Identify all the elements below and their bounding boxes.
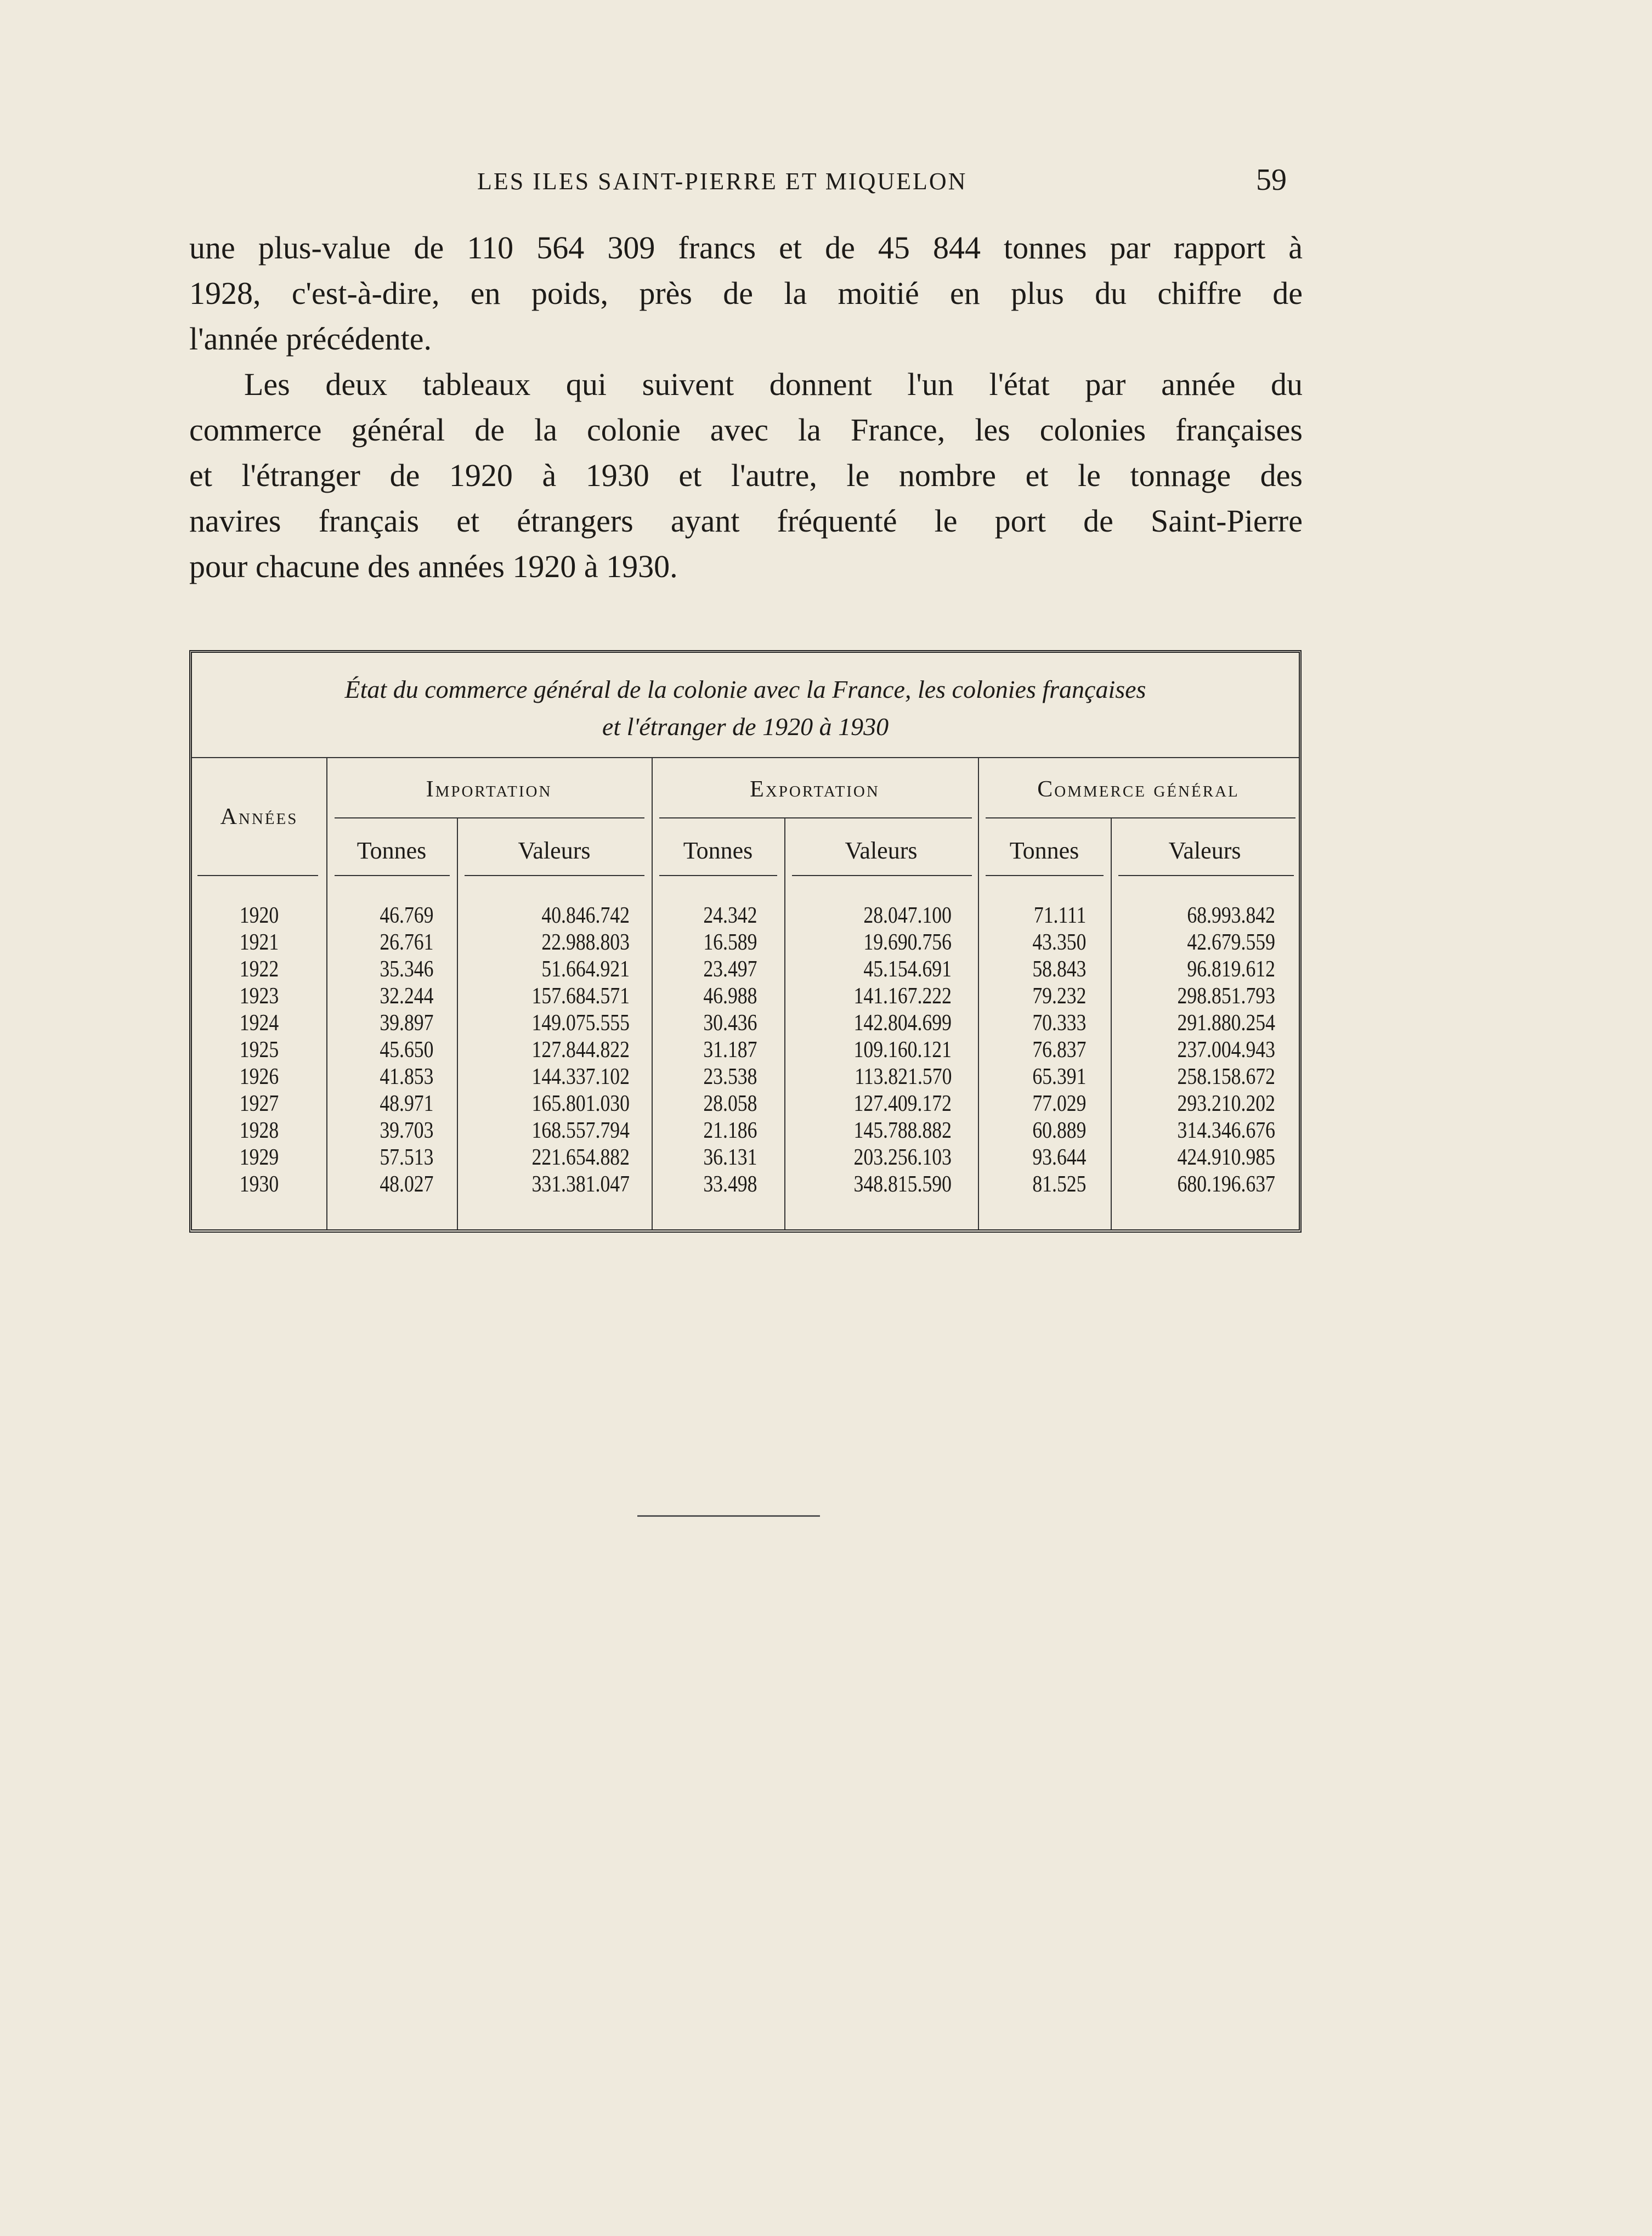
value-cell: 31.187 — [703, 1037, 757, 1063]
subheader: Tonnes — [683, 837, 753, 864]
value-cell: 22.988.803 — [541, 930, 630, 955]
value-cell: 48.971 — [379, 1091, 433, 1116]
value-cell: 30.436 — [703, 1010, 757, 1036]
value-cell: 113.821.570 — [854, 1064, 952, 1089]
value-cell: 58.843 — [1032, 957, 1086, 982]
value-cell: 145.788.882 — [853, 1118, 952, 1143]
text-line: et l'étranger de 1920 à 1930 et l'autre, le nombre et le tonnage des — [189, 458, 1303, 493]
divider — [465, 875, 644, 876]
year-cell: 1924 — [239, 1010, 279, 1036]
value-cell: 165.801.030 — [531, 1091, 630, 1116]
divider — [784, 817, 785, 1229]
value-cell: 293.210.202 — [1177, 1091, 1275, 1116]
table-title-line2: et l'étranger de 1920 à 1930 — [602, 713, 889, 741]
divider — [978, 757, 979, 1229]
value-cell: 291.880.254 — [1177, 1010, 1275, 1036]
value-cell: 71.111 — [1033, 903, 1086, 928]
value-cell: 24.342 — [703, 903, 757, 928]
header-annees: Années — [220, 804, 298, 829]
value-cell: 60.889 — [1032, 1118, 1086, 1143]
value-cell: 36.131 — [703, 1145, 757, 1170]
value-cell: 68.993.842 — [1187, 903, 1275, 928]
value-cell: 28.047.100 — [863, 903, 952, 928]
value-cell: 33.498 — [703, 1172, 757, 1197]
year-cell: 1921 — [239, 930, 279, 955]
value-cell: 23.538 — [703, 1064, 757, 1089]
value-cell: 35.346 — [379, 957, 433, 982]
text-line: navires français et étrangers ayant fréquenté le port de Saint-Pierre — [189, 503, 1303, 539]
text-line: commerce général de la colonie avec la France, les colonies françaises — [189, 412, 1303, 448]
text-line: une plus-value de 110 564 309 francs et de 45 844 tonnes par rapport à — [189, 230, 1303, 266]
year-cell: 1925 — [239, 1037, 279, 1063]
year-cell: 1930 — [239, 1172, 279, 1197]
value-cell: 51.664.921 — [541, 957, 630, 982]
value-cell: 42.679.559 — [1187, 930, 1275, 955]
end-rule — [637, 1515, 820, 1517]
value-cell: 157.684.571 — [531, 984, 630, 1009]
value-cell: 168.557.794 — [531, 1118, 630, 1143]
header-exportation: Exportation — [750, 777, 880, 802]
year-cell: 1929 — [239, 1145, 279, 1170]
year-cell: 1928 — [239, 1118, 279, 1143]
divider — [457, 817, 458, 1229]
value-cell: 314.346.676 — [1177, 1118, 1275, 1143]
divider — [652, 757, 653, 1229]
value-cell: 39.703 — [379, 1118, 433, 1143]
value-cell: 258.158.672 — [1177, 1064, 1275, 1089]
value-cell: 141.167.222 — [853, 984, 952, 1009]
text-line: l'année précédente. — [189, 321, 432, 357]
running-title: LES ILES SAINT-PIERRE ET MIQUELON — [477, 168, 968, 195]
value-cell: 21.186 — [703, 1118, 757, 1143]
text-line: Les deux tableaux qui suivent donnent l'un l'état par année du — [244, 366, 1303, 402]
value-cell: 16.589 — [703, 930, 757, 955]
divider — [792, 875, 972, 876]
value-cell: 424.910.985 — [1177, 1145, 1275, 1170]
value-cell: 680.196.637 — [1177, 1172, 1275, 1197]
value-cell: 221.654.882 — [531, 1145, 630, 1170]
table-title: État du commerce général de la colonie avec la France, les colonies françaises — [344, 675, 1146, 703]
value-cell: 28.058 — [703, 1091, 757, 1116]
value-cell: 348.815.590 — [853, 1172, 952, 1197]
value-cell: 109.160.121 — [853, 1037, 952, 1063]
text-line: 1928, c'est-à-dire, en poids, près de la moitié en plus du chiffre de — [189, 275, 1303, 311]
header-commerce-general: Commerce général — [1037, 777, 1240, 802]
value-cell: 144.337.102 — [531, 1064, 630, 1089]
year-cell: 1927 — [239, 1091, 279, 1116]
value-cell: 127.844.822 — [531, 1037, 630, 1063]
year-cell: 1926 — [239, 1064, 279, 1089]
value-cell: 79.232 — [1032, 984, 1086, 1009]
value-cell: 26.761 — [379, 930, 433, 955]
value-cell: 93.644 — [1032, 1145, 1086, 1170]
value-cell: 41.853 — [379, 1064, 433, 1089]
value-cell: 331.381.047 — [531, 1172, 630, 1197]
subheader: Valeurs — [518, 837, 591, 864]
value-cell: 23.497 — [703, 957, 757, 982]
commerce-table — [189, 650, 1302, 1233]
divider — [335, 817, 644, 818]
header-importation: Importation — [426, 777, 552, 802]
subheader: Tonnes — [357, 837, 427, 864]
value-cell: 46.988 — [703, 984, 757, 1009]
divider — [659, 875, 777, 876]
page-number: 59 — [1256, 163, 1287, 197]
value-cell: 77.029 — [1032, 1091, 1086, 1116]
value-cell: 46.769 — [379, 903, 433, 928]
value-cell: 298.851.793 — [1177, 984, 1275, 1009]
value-cell: 81.525 — [1032, 1172, 1086, 1197]
value-cell: 70.333 — [1032, 1010, 1086, 1036]
value-cell: 45.154.691 — [863, 957, 952, 982]
divider — [197, 875, 318, 876]
year-cell: 1920 — [239, 903, 279, 928]
value-cell: 237.004.943 — [1177, 1037, 1275, 1063]
value-cell: 96.819.612 — [1187, 957, 1275, 982]
value-cell: 32.244 — [379, 984, 433, 1009]
value-cell: 127.409.172 — [853, 1091, 952, 1116]
divider — [192, 757, 1299, 758]
value-cell: 76.837 — [1032, 1037, 1086, 1063]
divider — [986, 817, 1295, 818]
divider — [326, 757, 327, 1229]
value-cell: 40.846.742 — [541, 903, 630, 928]
year-cell: 1922 — [239, 957, 279, 982]
value-cell: 65.391 — [1032, 1064, 1086, 1089]
divider — [1118, 875, 1294, 876]
value-cell: 48.027 — [379, 1172, 433, 1197]
year-cell: 1923 — [239, 984, 279, 1009]
text-line: pour chacune des années 1920 à 1930. — [189, 549, 678, 584]
value-cell: 203.256.103 — [853, 1145, 952, 1170]
value-cell: 142.804.699 — [853, 1010, 952, 1036]
value-cell: 149.075.555 — [531, 1010, 630, 1036]
divider — [659, 817, 972, 818]
value-cell: 57.513 — [379, 1145, 433, 1170]
subheader: Valeurs — [1168, 837, 1241, 864]
value-cell: 39.897 — [379, 1010, 433, 1036]
value-cell: 45.650 — [379, 1037, 433, 1063]
divider — [986, 875, 1104, 876]
divider — [1111, 817, 1112, 1229]
subheader: Valeurs — [845, 837, 918, 864]
value-cell: 43.350 — [1032, 930, 1086, 955]
subheader: Tonnes — [1009, 837, 1079, 864]
divider — [335, 875, 450, 876]
value-cell: 19.690.756 — [863, 930, 952, 955]
